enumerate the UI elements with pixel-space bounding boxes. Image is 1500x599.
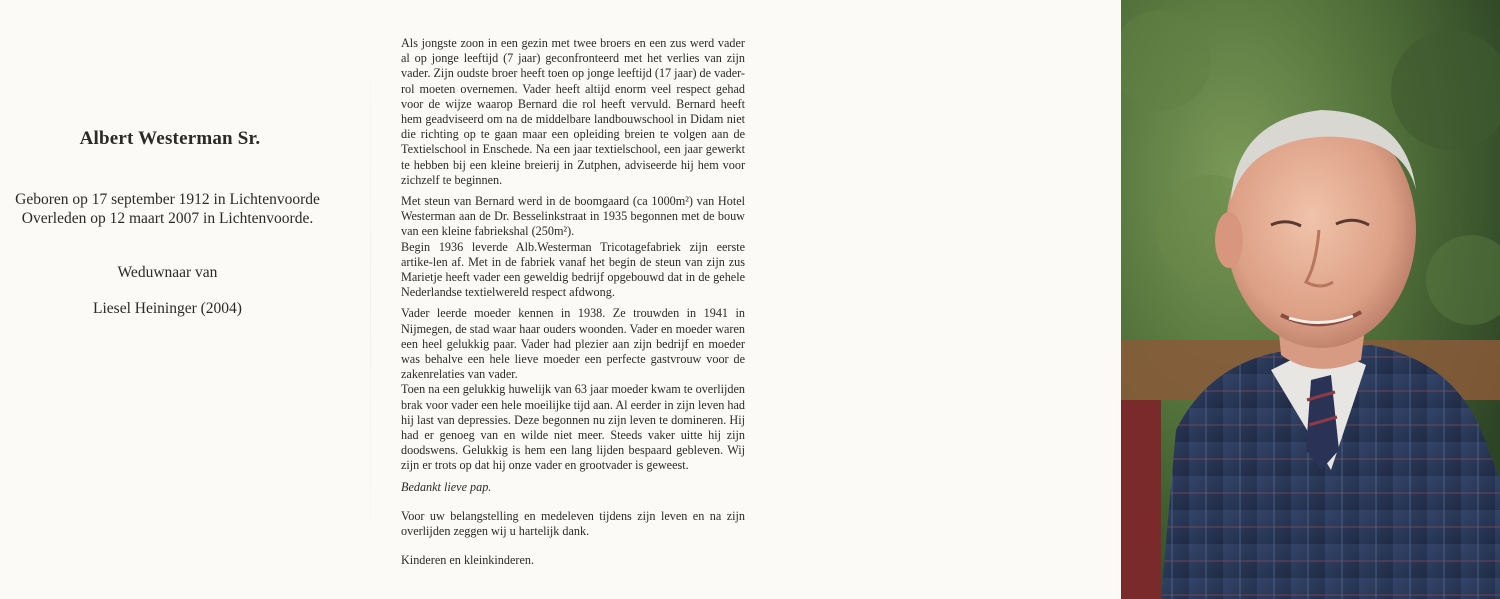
deceased-name: Albert Westerman Sr. <box>79 128 261 149</box>
portrait-illustration <box>1121 0 1500 599</box>
death-line: Overleden op 12 maart 2007 in Lichtenvoorde. <box>21 210 314 227</box>
left-panel <box>0 0 340 599</box>
spouse-name: Liesel Heininger (2004) <box>93 300 242 317</box>
paragraph-marriage: Vader leerde moeder kennen in 1938. Ze trouwden in 1941 in Nijmegen, de stad waar haar ouders woonden. Vader en moeder waren een heel gelukkig paar. Vader had plezier aan zijn bedrijf en moeder was behalve een hele lieve moeder een perfecte gastvrouw voor de zakenrelaties van vader. <box>401 306 745 382</box>
signature-line: Kinderen en kleinkinderen. <box>401 553 534 568</box>
biography-text <box>401 36 745 575</box>
paragraph-factory-start: Met steun van Bernard werd in de boomgaard (ca 1000m²) van Hotel Westerman aan de Dr. Besselinkstraat in 1935 begonnen met de bouw van een kleine fabriekshal (250m²). <box>401 194 745 239</box>
paragraph-factory-growth: Begin 1936 leverde Alb.Westerman Tricotagefabriek zijn eerste artike-len af. Met in de fabriek vanaf het begin de steun van zijn zus Marietje heeft vader een geweldig bedrijf opgebouwd dat in de gehele Nederlandse textielwereld respect afdwong. <box>401 239 745 300</box>
paragraph-childhood: Als jongste zoon in een gezin met twee broers en een zus werd vader al op jonge leeftijd (7 jaar) geconfronteerd met het verlies van zijn vader. Zijn oudste broer heeft toen op jonge leeftijd (17 jaar) de vader-rol moeten overnemen. Vader heeft altijd enorm veel respect gehad voor de wijze waarop Bernard die rol heeft vervuld. Bernard heeft hem geadviseerd om na de middelbare landbouwschool in Didam niet die richting op te gaan maar een opleiding breien te volgen aan de Textielschool in Enschede. Na een jaar textielschool, een jaar gewerkt te hebben bij een kleine breierij in Zutphen, adviseerde hij hem voor zichzelf te beginnen. <box>401 36 745 187</box>
birth-line: Geboren op 17 september 1912 in Lichtenvoorde <box>15 191 320 208</box>
thanks-line: Bedankt lieve pap. <box>401 479 492 494</box>
paragraph-final-years: Toen na een gelukkig huwelijk van 63 jaar moeder kwam te overlijden brak voor vader een hele moeilijke tijd aan. Al eerder in zijn leven had hij last van depressies. Deze begonnen nu zijn leven te domineren. Hij had er genoeg van en wilde niet meer. Steeds vaker uitte hij zijn doodswens. Gelukkig is hem een lang lijden bespaard gebleven. Wij zijn er trots op dat hij onze vader en grootvader is geweest. <box>401 382 746 473</box>
fold-line <box>370 0 371 599</box>
widower-label: Weduwnaar van <box>117 264 218 281</box>
portrait-photo <box>1121 0 1500 599</box>
gratitude-paragraph: Voor uw belangstelling en medeleven tijdens zijn leven en na zijn overlijden zeggen wij u hartelijk dank. <box>401 508 745 539</box>
